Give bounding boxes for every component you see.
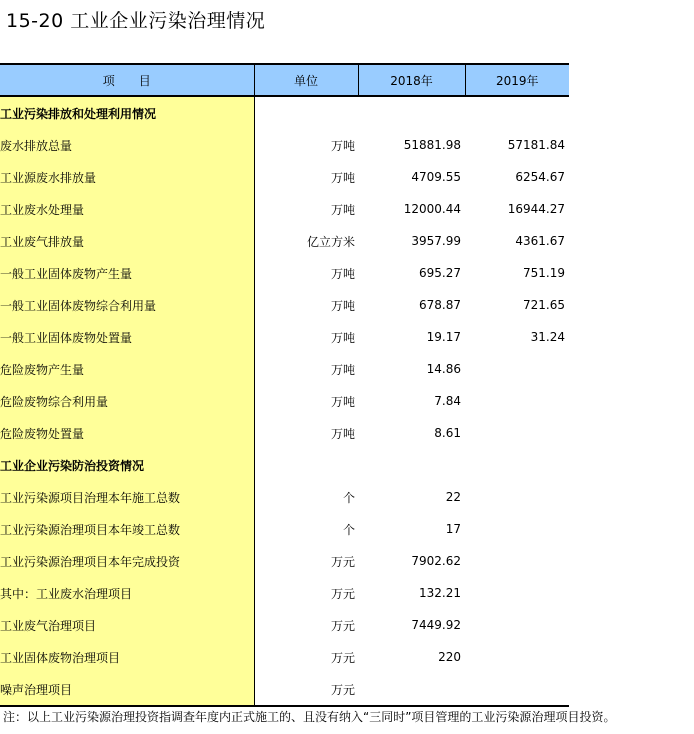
unit-cell: 万元 (330, 618, 355, 633)
header-unit: 单位 (254, 64, 358, 96)
row-label: 一般工业固体废物产生量 (0, 257, 254, 289)
pollution-table (0, 63, 569, 707)
header-2019: 2019年 (465, 64, 569, 96)
unit-cell: 亿立方米 (306, 234, 355, 249)
page-title: 15-20 工业企业污染治理情况 (6, 10, 266, 32)
value-2018: 7.84 (434, 394, 461, 408)
unit-cell: 个 (342, 522, 355, 537)
table-row (0, 641, 569, 673)
value-2018: 132.21 (419, 586, 461, 600)
value-2018: 7902.62 (411, 554, 461, 568)
value-2018 (358, 96, 465, 129)
row-label: 工业废水处理量 (0, 193, 254, 225)
value-2019 (465, 545, 569, 577)
table-row (0, 577, 569, 609)
value-2018: 51881.98 (403, 138, 461, 152)
unit-cell: 万吨 (330, 426, 355, 441)
unit-cell: 万元 (330, 586, 355, 601)
table-row (0, 385, 569, 417)
value-2019 (465, 417, 569, 449)
table-row (0, 225, 569, 257)
row-label: 工业污染源治理项目本年竣工总数 (0, 513, 254, 545)
value-2018: 695.27 (419, 266, 461, 280)
table-row (0, 417, 569, 449)
row-label: 工业废气排放量 (0, 225, 254, 257)
value-2019 (465, 673, 569, 706)
value-2019 (465, 96, 569, 129)
unit-cell: 万元 (330, 554, 355, 569)
table-row (0, 289, 569, 321)
value-2018: 220 (438, 650, 461, 664)
unit-cell: 万吨 (330, 138, 355, 153)
row-label: 危险废物综合利用量 (0, 385, 254, 417)
value-2019 (465, 385, 569, 417)
table-row (0, 545, 569, 577)
value-2019 (465, 609, 569, 641)
row-label: 危险废物产生量 (0, 353, 254, 385)
table-row (0, 353, 569, 385)
row-label: 一般工业固体废物处置量 (0, 321, 254, 353)
table-row (0, 513, 569, 545)
value-2018: 19.17 (426, 330, 461, 344)
table-row (0, 193, 569, 225)
header-item: 项 目 (0, 64, 254, 96)
value-2018: 678.87 (419, 298, 461, 312)
value-2019: 751.19 (523, 266, 565, 280)
value-2019: 6254.67 (515, 170, 565, 184)
value-2019: 31.24 (530, 330, 565, 344)
table-row (0, 321, 569, 353)
value-2019 (465, 513, 569, 545)
value-2018 (358, 449, 465, 481)
unit-cell (254, 96, 358, 129)
table-row (0, 449, 569, 481)
row-label: 工业源废水排放量 (0, 161, 254, 193)
value-2019: 16944.27 (507, 202, 565, 216)
row-label: 工业污染源项目治理本年施工总数 (0, 481, 254, 513)
value-2019 (465, 481, 569, 513)
value-2018: 22 (445, 490, 461, 504)
row-label: 噪声治理项目 (0, 673, 254, 706)
value-2018: 12000.44 (403, 202, 461, 216)
value-2019: 4361.67 (515, 234, 565, 248)
row-label: 废水排放总量 (0, 129, 254, 161)
value-2019 (465, 577, 569, 609)
unit-cell: 万元 (330, 650, 355, 665)
row-label: 危险废物处置量 (0, 417, 254, 449)
table-row (0, 96, 569, 129)
unit-cell: 万吨 (330, 362, 355, 377)
row-label: 其中：工业废水治理项目 (0, 577, 254, 609)
table-row (0, 673, 569, 706)
value-2019 (465, 449, 569, 481)
row-label: 工业固体废物治理项目 (0, 641, 254, 673)
row-label: 一般工业固体废物综合利用量 (0, 289, 254, 321)
value-2018: 4709.55 (411, 170, 461, 184)
unit-cell: 万吨 (330, 298, 355, 313)
value-2019 (465, 641, 569, 673)
row-label: 工业废气治理项目 (0, 609, 254, 641)
unit-cell: 个 (342, 490, 355, 505)
value-2018: 8.61 (434, 426, 461, 440)
value-2018 (358, 673, 465, 706)
table-row (0, 257, 569, 289)
header-2018: 2018年 (358, 64, 465, 96)
category-label: 工业企业污染防治投资情况 (0, 449, 254, 481)
table-row (0, 161, 569, 193)
unit-cell: 万吨 (330, 170, 355, 185)
unit-cell: 万元 (254, 673, 358, 706)
table-header-row (0, 64, 569, 96)
value-2019: 57181.84 (507, 138, 565, 152)
table-row (0, 609, 569, 641)
unit-cell: 万吨 (330, 202, 355, 217)
row-label: 工业污染源治理项目本年完成投资 (0, 545, 254, 577)
category-label: 工业污染排放和处理利用情况 (0, 96, 254, 129)
value-2019 (465, 353, 569, 385)
unit-cell: 万吨 (330, 330, 355, 345)
table-row (0, 129, 569, 161)
table-row (0, 481, 569, 513)
footnote: 注：以上工业污染源治理投资指调查年度内正式施工的、且没有纳入“三同时”项目管理的工业污染源治理项目投资。 (3, 710, 616, 724)
unit-cell: 万吨 (330, 266, 355, 281)
value-2018: 17 (445, 522, 461, 536)
value-2019: 721.65 (523, 298, 565, 312)
value-2018: 7449.92 (411, 618, 461, 632)
unit-cell: 万吨 (330, 394, 355, 409)
value-2018: 3957.99 (411, 234, 461, 248)
unit-cell (254, 449, 358, 481)
value-2018: 14.86 (426, 362, 461, 376)
